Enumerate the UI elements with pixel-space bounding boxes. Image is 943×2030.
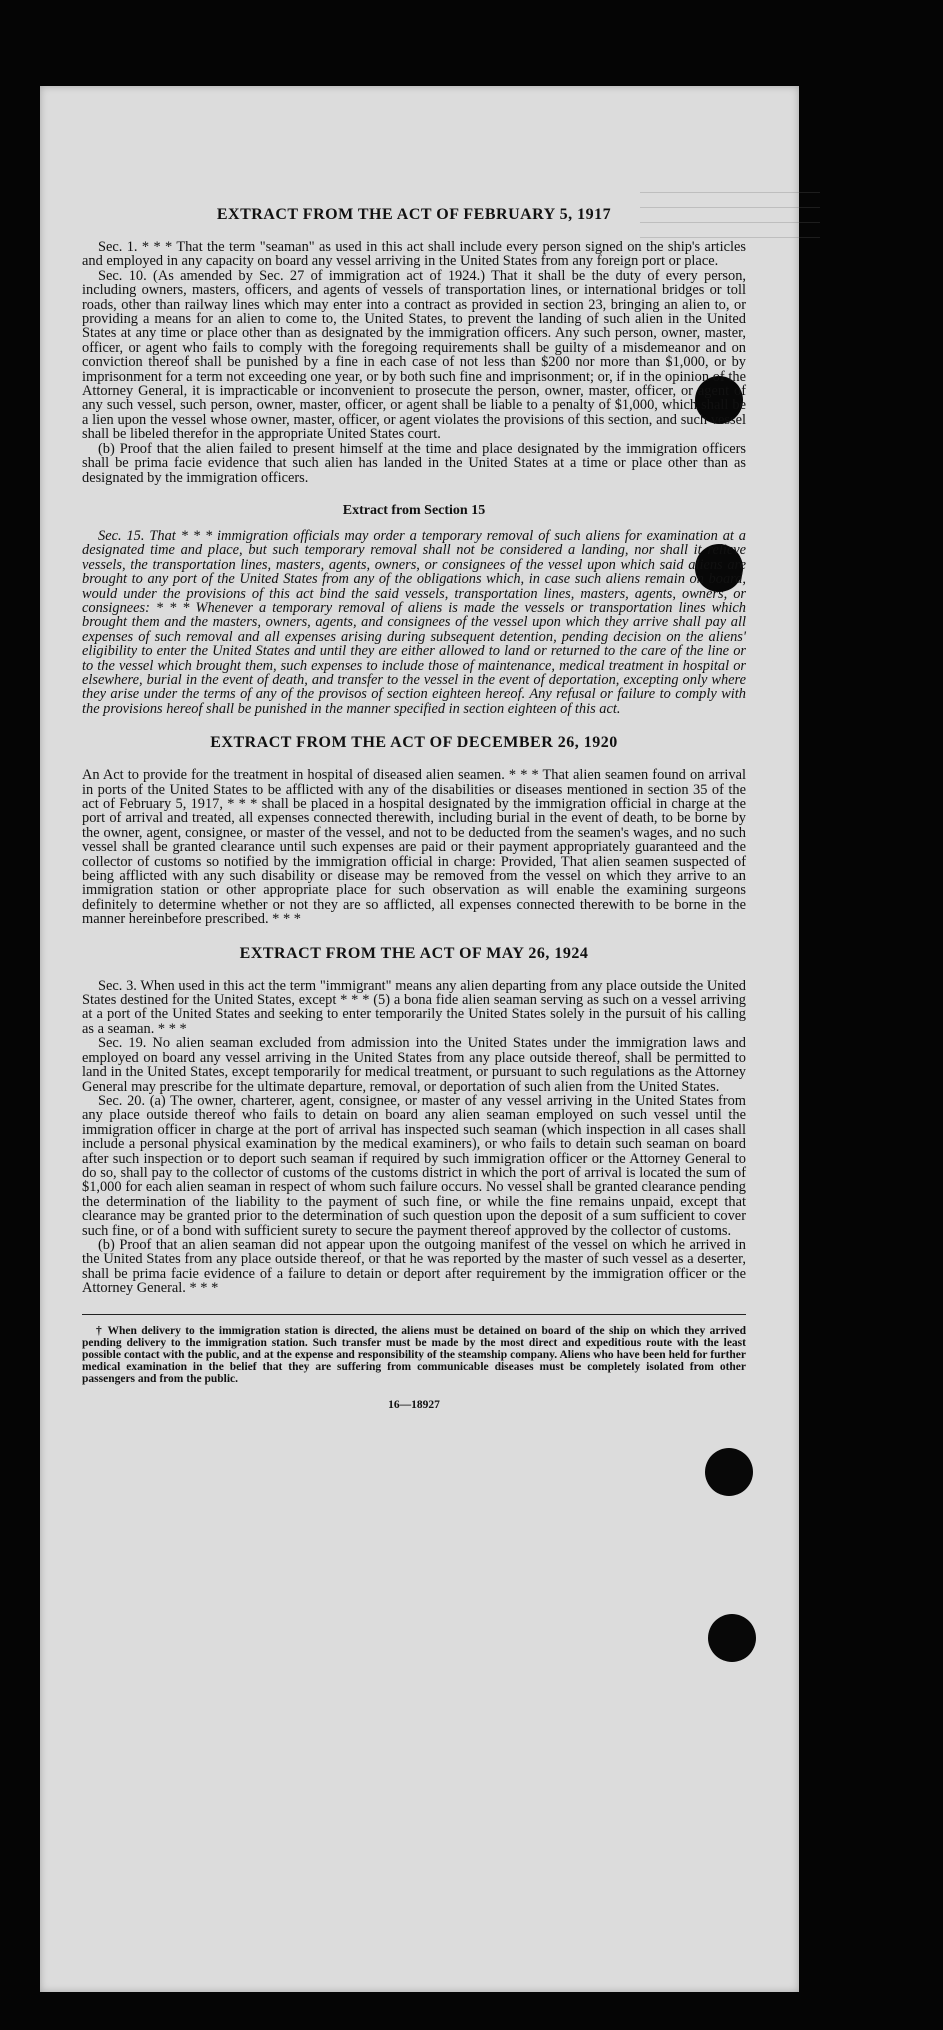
section-15-extract (82, 503, 746, 716)
paragraph: Sec. 20. (a) The owner, charterer, agent, consignee, or master of any vessel arriving in the United States from any place outside thereof who fails to detain on board any alien seaman employed on such vessel until the immigration officer in charge at the port of arrival has inspected such seaman (which inspection in all cases shall include a personal physical examination by the medical examiners), or who fails to detain such seaman on board after such inspection or to deport such seaman if required by such immigration officer or the Attorney General to do so, shall pay to the collector of customs of the customs district in which the port of arrival is located the sum of $1,000 for each alien seaman in respect of whom such failure occurs. No vessel shall be granted clearance pending the determination of the liability to the payment of such fine, or while the fine remains unpaid, except that clearance may be granted prior to the determination of such question upon the deposit of a sum sufficient to cover such fine, or of a bond with sufficient surety to secure the payment thereof approved by the collector of customs. (82, 1092, 746, 1239)
punch-hole (708, 1614, 756, 1662)
paragraph: Sec. 10. (As amended by Sec. 27 of immigration act of 1924.) That it shall be the duty of every person, including owners, masters, officers, and agents of vessels of transportation lines, or international bridges or toll roads, other than railway lines which may enter into a contract as provided in section 23, bringing an alien to, or providing a means for an alien to come to, the United States, to prevent the landing of such alien in the United States at any time or place other than as designated by the immigration officers. Any such person, owner, master, officer, or agent who fails to comply with the foregoing requirements shall be guilty of a misdemeanor and on conviction thereof shall be punished by a fine in each case of not less than $200 nor more than $1,000, or by imprisonment for a term not exceeding one year, or by both such fine and imprisonment; or, if in the opinion of the Attorney General, it is impracticable or inconvenient to prosecute the person, owner, master, officer, or agent of any such vessel, such person, owner, master, officer, or agent shall be liable to a penalty of $1,000, which shall be a lien upon the vessel whose owner, master, officer, or agent violates the provisions of this section, and such vessel shall be libeled therefor in the appropriate United States court. (82, 267, 746, 443)
section-act-1917 (82, 206, 746, 485)
paragraph: (b) Proof that the alien failed to present himself at the time and place designated by the immigration officers shall be prima facie evidence that such alien has landed in the United States at a time or place other than as designated by the immigration officers. (82, 440, 746, 486)
section-heading: EXTRACT FROM THE ACT OF FEBRUARY 5, 1917 (216, 206, 612, 223)
section-heading: Extract from Section 15 (342, 502, 486, 518)
paragraph: Sec. 1. * * * That the term "seaman" as used in this act shall include every person signed on the ship's articles and employed in any capacity on board any vessel arriving in the United States from any foreign port or place. (82, 239, 746, 270)
document-page (40, 86, 799, 1992)
punch-hole (705, 1448, 753, 1496)
divider (82, 1314, 746, 1315)
footnote: † When delivery to the immigration station is directed, the aliens must be detained on board of the ship on which they arrived pending delivery to the immigration station. Such transfer must be made by the most direct and expeditious route with the least possible contact with the public, and at the expense and responsibility of the steamship company. Aliens who have been held for further medical examination in the belief that they are suffering from communicable diseases must be completely isolated from other passengers and from the public. (82, 1324, 746, 1385)
paragraph: Sec. 19. No alien seaman excluded from admission into the United States under the immigration laws and employed on board any vessel arriving in the United States from any place outside thereof, shall be permitted to land in the United States, except temporarily for medical treatment, or pursuant to such regulations as the Attorney General may prescribe for the ultimate departure, removal, or deportation of such alien from the United States. (82, 1035, 746, 1095)
section-heading: EXTRACT FROM THE ACT OF DECEMBER 26, 1920 (210, 734, 618, 752)
section-act-1924 (82, 945, 746, 1296)
paragraph: An Act to provide for the treatment in hospital of diseased alien seamen. * * * That alien seamen found on arrival in ports of the United States to be afflicted with any of the disabilities or diseases mentioned in section 35 of the act of February 5, 1917, * * * shall be placed in a hospital designated by the immigration official in charge at the port of arrival and treated, all expenses connected therewith, including burial in the event of death, to be borne by the owner, agent, consignee, or master of the vessel, and not to be deducted from the seamen's wages, and no such vessel shall be granted clearance until such expenses are paid or their payment appropriately guaranteed and the collector of customs so notified by the immigration official in charge: Provided, That alien seamen suspected of being afflicted with any such disability or disease may be removed from the vessel on which they arrive to an immigration station or other appropriate place for such observation as will enable the examining surgeons definitely to determine whether or not they are so afflicted, all expenses connected therewith to be borne in the manner hereinbefore prescribed. * * * (82, 767, 746, 928)
paragraph: Sec. 15. That * * * immigration officials may order a temporary removal of such aliens for examination at a designated time and place, but such temporary removal shall not be considered a landing, nor shall it relieve vessels, the transportation lines, masters, agents, owners, or consignees of the vessel upon which said aliens are brought to any port of the United States from any of the obligations which, in case such aliens remain on board, would under the provisions of this act bind the said vessels, transportation lines, masters, agents, owners, or consignees: * * * Whenever a temporary removal of aliens is made the vessels or transportation lines which brought them and the masters, owners, agents, and consignees of the vessel upon which they arrive shall pay all expenses of such removal and all expenses arising during subsequent detention, pending decision on the aliens' eligibility to enter the United States and until they are either allowed to land or returned to the care of the line or to the vessel which brought them, such expenses to include those of maintenance, medical treatment in hospital or elsewhere, burial in the event of death, and transfer to the vessel in the event of deportation, excepting only where they arise under the terms of any of the provisos of section eighteen hereof. Any refusal or failure to comply with the provisions hereof shall be punished in the manner specified in section eighteen of this act. (82, 527, 746, 717)
section-act-1920 (82, 734, 746, 926)
form-number: 16—18927 (388, 1398, 440, 1411)
section-heading: EXTRACT FROM THE ACT OF MAY 26, 1924 (239, 944, 589, 962)
document-body (82, 206, 746, 1411)
paragraph: Sec. 3. When used in this act the term "immigrant" means any alien departing from any place outside the United States destined for the United States, except * * * (5) a bona fide alien seaman serving as such on a vessel arriving at a port of the United States and seeking to enter temporarily the United States solely in the pursuit of his calling as a seaman. * * * (82, 977, 746, 1037)
paragraph: (b) Proof that an alien seaman did not appear upon the outgoing manifest of the vessel on which he arrived in the United States from any place outside thereof, or that he was reported by the master of such vessel as a deserter, shall be prima facie evidence of a failure to detain or deport after requirement by the immigration officer or the Attorney General. * * * (82, 1236, 746, 1297)
